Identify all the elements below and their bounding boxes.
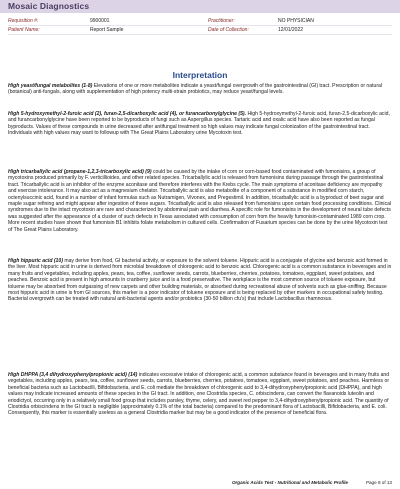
- patient-name-label: Patient Name:: [8, 27, 40, 33]
- collection-date-label: Date of Collection:: [208, 27, 249, 33]
- footer-page-number: Page 8 of 13: [365, 480, 392, 485]
- requisition-value: 9900001: [90, 18, 110, 24]
- interpretation-paragraph: [8, 372, 392, 417]
- interpretation-paragraph: [8, 83, 392, 96]
- brand-name: Mosaic Diagnostics: [8, 1, 90, 11]
- practitioner-value: NO PHYSICIAN: [278, 18, 314, 24]
- page-footer: [8, 480, 392, 488]
- interpretation-paragraph: [8, 258, 392, 303]
- paragraph-body: indicates excessive intake of chlorogenic acid, a common substance found in beverages and in many fruits and vegetables, including apples, pears, tea, coffee, sunflower seeds, carrots, blueberries, cherries, potatoes, tomatoes, eggplant, sweet potatoes, and peaches. Harmless or beneficial bacteria such as Lactobacilli, Bifidobacteria, and E. coli mediate the breakdown of chlorogenic acid to 3,4-dihydroxyphenylpropionic acid (DHPPA), and high values may indicate increased amounts of these species in the GI tract. In addition, one Clostridia species, C. orbiscindens, can convert the flavanoids luteolin and eriodictyol, occurring only in a relatively small food group that includes parsley, thyme, celery, and sweet red pepper to 3,4-dihydroxyphenylpropionic acid. The quantity of Clostridia orbiscindens in the GI tract is negligible (approximately 0.1% of the total bacteria) compared to the predominant flora of Lactobacilli, Bifidobacteria, and E. coli. Consequently, this marker is essentially useless as a general Clostridia marker but may be a good indicator of the presence of beneficial flora.: [8, 372, 390, 417]
- patient-info-table: [8, 17, 392, 35]
- info-row-patient: [8, 26, 392, 35]
- paragraph-body: may derive from food, GI bacterial activity, or exposure to the solvent toluene. Hippuric acid is a conjugate of glycine and benzoic acid formed in the liver. Most hippuric acid in urine is derived from microbial breakdown of chlorogenic acid to benzoic acid. Chlorogenic acid is a common substance in beverages and in many fruits and vegetables, including apples, pears, tea, coffee, sunflower seeds, carrots, blueberries, cherries, potatoes, tomatoes, eggplant, sweet potatoes, and peaches. Benzoic acid is present in high amounts in cranberry juice and is a food preservative. The workplace is the most common source of toluene exposure, but toluene may be absorbed from outgassing of new carpets and other building materials, or absorbed during recreational abuse of solvents such as glue-sniffing. Because most hippuric acid in urine is from GI sources, this marker is a poor indicator of toluene exposure and is being replaced by other markers in occupational safety testing. Bacterial overgrowth can be treated with natural anti-bacterial agents and/or probiotics (30-50 billion cfu's) that include Lactobacillus rhamnosus.: [8, 258, 392, 303]
- paragraph-heading: High DHPPA (3,4 dihydroxyphenylpropionic acid) (14): [8, 372, 138, 378]
- collection-date-value: 12/01/2022: [278, 27, 304, 33]
- brand-header-bar: [0, 0, 400, 13]
- paragraph-heading: High hippuric acid (10): [8, 258, 63, 264]
- info-row-requisition: [8, 17, 392, 26]
- patient-name-value: Report Sample: [90, 27, 124, 33]
- footer-report-title: Organic Acids Test - Nutritional and Metabolic Profile: [231, 480, 348, 485]
- section-title: Interpretation: [172, 70, 228, 80]
- interpretation-paragraph: [8, 169, 392, 233]
- paragraph-body: could be caused by the intake of corn or corn-based food contaminated with fumonisins, a group of mycotoxins produced primarily by F. verticillioides, and other related species. Tricarballylic acid is released from fumonisins during passage through the gastrointestinal tract. Tricarballylic acid is an inhibitor of the enzyme aconitase and therefore interferes with the Krebs cycle. The main symptoms of aconitase deficiency are myopathy and exercise intolerance. It may also act as a magnesium chelator. Tricarballylic acid is also metabolite of a component of a substance in modified corn starch, octenylsuccinic acid, found in a number of infant formulas such as Nutramigen, Vivonex, and Pregestimil. In addition, tricarballylic acid is a byproduct of beet sugar and maple sugar refining and might appear after ingestion of these sugars. Tricarballylic acid is also released from fumonisins upon certain food processing conditions. Clinical syndromes due to the intact mycotoxin are rare and characterized by abdominal pain and diarrhea. A specific role for fumonisins in the development of neural tube defects was suggested after the appearance of a cluster of such defects in Texas associated with consumption of corn from the heavily fumonisin-contaminated 1989 corn crop. More recent studies have shown that fumonisin B1 inhibits folate metabolism in cultured cells. Confirmation of Fusarium species can be done by the urine Mycotoxin test of The Great Plains Laboratory.: [8, 169, 392, 233]
- requisition-label: Requisition #:: [8, 18, 39, 24]
- paragraph-body: Elevations of one or more metabolites indicate a yeast/fungal overgrowth of the gastrointestinal (GI) tract. Prescription or natural (botanical) anti-fungals, along with supplementation of high potency multi-strain probiotics, may reduce yeast/fungal levels.: [8, 83, 382, 96]
- practitioner-label: Practitioner:: [208, 18, 235, 24]
- paragraph-heading: High 5-hydroxymethyl-2-furoic acid (2), furan-2,5-dicarboxylic acid (4), or furancarbonylglycine (5).: [8, 111, 247, 117]
- paragraph-body: High 5-hydroxymethyl-2-furoic acid, furan-2,5-dicarboxylic acid, and furancarbonylglycine have been reported to be byproducts of fungi such as Aspergillus species. Tartaric acid and oxalic acid have also been reported as fungal byproducts. Values of these compounds in urine decreased after antifungal treatment so high values may indicate fungal colonization of the gastrointestinal tract. Individuals with high values may want to followup with The Great Plains Laboratory urine Mycotoxin test.: [8, 111, 390, 137]
- paragraph-heading: High yeast/fungal metabolites (1-8): [8, 83, 93, 89]
- paragraph-heading: High tricarballylic acid (propane-1,2,3-tricarboxylic acid) (9): [8, 169, 152, 175]
- interpretation-paragraph: [8, 111, 392, 137]
